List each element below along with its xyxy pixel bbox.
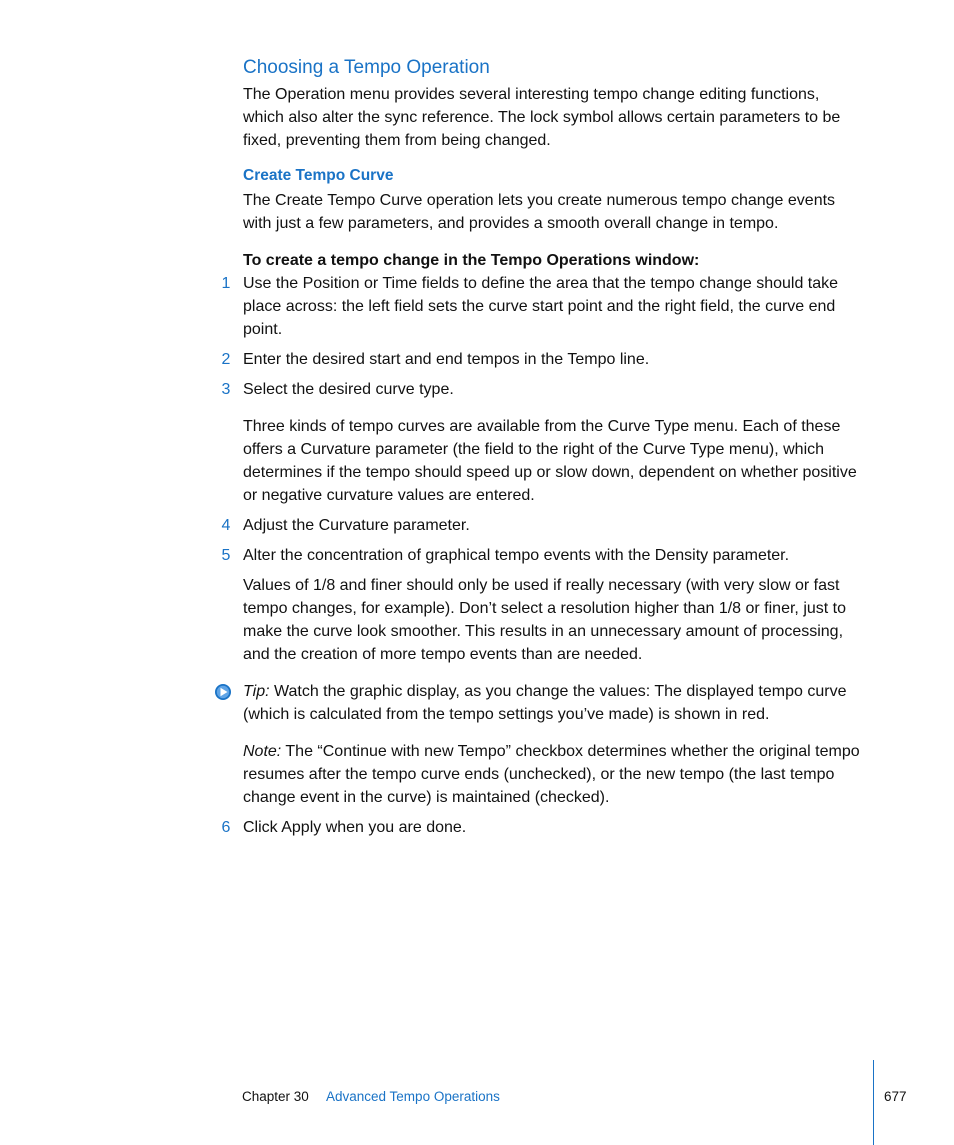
- tip-text: Watch the graphic display, as you change the values: The displayed tempo curve (which is calculated from the tempo settings you’ve made) is shown in red.: [243, 683, 847, 723]
- step-number: 4: [221, 517, 231, 534]
- step-text: Click Apply when you are done.: [243, 819, 467, 836]
- step-number: 5: [221, 547, 231, 564]
- page-number: 677: [884, 1089, 907, 1104]
- step-number: 3: [221, 381, 231, 398]
- tip-paragraph: [243, 680, 863, 726]
- step-number: 2: [221, 351, 231, 368]
- step-number: 1: [221, 275, 231, 292]
- step-number: 6: [221, 819, 231, 836]
- step-text: Alter the concentration of graphical tempo events with the Density parameter.: [243, 547, 790, 564]
- section-intro: The Operation menu provides several interesting tempo change editing functions, which also alter the sync reference. The lock symbol allows certain parameters to be fixed, preventing them from being changed.: [243, 86, 841, 149]
- subsection-intro: The Create Tempo Curve operation lets you create numerous tempo change events with just a few parameters, and provides a smooth overall change in tempo.: [243, 192, 836, 232]
- values-paragraph: Values of 1/8 and finer should only be used if really necessary (with very slow or fast tempo changes, for example). Don’t select a resolution higher than 1/8 or finer, just to make the curve look smoother. This results in an unnecessary amount of processing, and the creation of more tempo events than are needed.: [243, 577, 846, 663]
- step-text: Select the desired curve type.: [243, 381, 454, 398]
- procedure-title: To create a tempo change in the Tempo Operations window:: [243, 252, 700, 269]
- note-paragraph: [243, 740, 863, 809]
- step-text: Enter the desired start and end tempos in the Tempo line.: [243, 351, 650, 368]
- step-text: Use the Position or Time fields to define the area that the tempo change should take place across: the left field sets the curve start point and the right field, the curve end point.: [243, 275, 839, 338]
- note-label: Note:: [243, 743, 282, 760]
- footer-chapter: Chapter 30: [242, 1089, 309, 1104]
- footer-chapter-title: Advanced Tempo Operations: [326, 1089, 500, 1104]
- play-arrow-icon: [214, 683, 232, 701]
- step-text: Adjust the Curvature parameter.: [243, 517, 470, 534]
- tip-label: Tip:: [243, 683, 270, 700]
- footer-divider: [873, 1060, 874, 1145]
- note-text: The “Continue with new Tempo” checkbox determines whether the original tempo resumes after the tempo curve ends (unchecked), or the new tempo (the last tempo change event in the curve) is maintained (checked).: [243, 743, 860, 806]
- subsection-heading: Create Tempo Curve: [243, 167, 394, 184]
- section-heading: Choosing a Tempo Operation: [243, 57, 490, 78]
- curve-types-paragraph: Three kinds of tempo curves are available from the Curve Type menu. Each of these offers a Curvature parameter (the field to the right of the Curve Type menu), which determines if the tempo should speed up or slow down, dependent on whether positive or negative curvature values are entered.: [243, 418, 857, 504]
